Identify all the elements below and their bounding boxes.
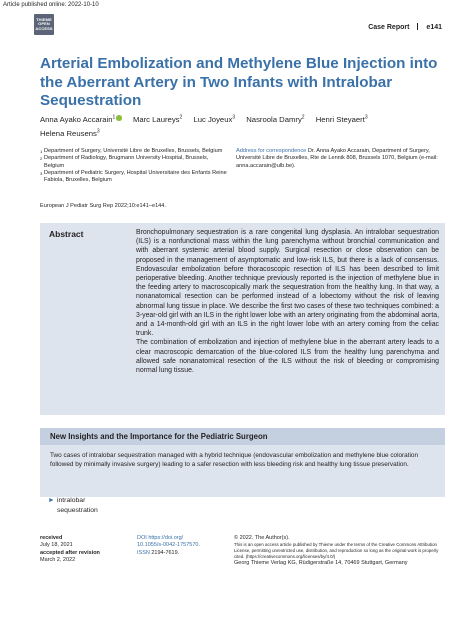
article-history: received July 18, 2021 accepted after revision March 2, 2022 bbox=[40, 535, 100, 563]
author[interactable]: Henri Steyaert$^3$ bbox=[315, 114, 368, 124]
insights-text: Two cases of intralobar sequestration managed with a hybrid technique (endovascular embolization and methylene blue coloration followed by minimally invasive surgery) leading to a safer resection with less bleeding risk and healthy lung tissue preservation. bbox=[50, 452, 419, 469]
affiliation: 1 Department of Surgery, Université Libre de Bruxelles, Brussels, Belgium bbox=[40, 148, 223, 154]
page-number: e141 bbox=[426, 24, 442, 31]
keyword: ► intralobar sequestration bbox=[48, 497, 98, 514]
publisher: Georg Thieme Verlag KG, Rüdigerstraße 14, 70469 Stuttgart, Germany bbox=[234, 560, 408, 567]
abstract-text bbox=[136, 228, 439, 375]
affiliation: 2 Department of Radiology, Brugmann University Hospital, Brussels, Belgium bbox=[40, 155, 209, 169]
correspondence-label: Address for correspondence bbox=[236, 148, 307, 154]
abstract-paragraph: The combination of embolization and injection of methylene blue in the aberrant artery leads to a clear macroscopic demarcation of the blue-colored ILS from the healthy lung parenchyma and allowed safe nonanatomical resection of the ILS without the risk of bleeding or compromising normal lung tissue. bbox=[136, 339, 439, 375]
doi-value[interactable]: 10.1055/s-0042-1757570. bbox=[137, 542, 200, 549]
orcid-icon[interactable] bbox=[116, 115, 122, 121]
license-text: This is an open access article published by Thieme under the terms of the Creative Commons Attribution License, permitting unrestricted use, distribution, and reproduction so long as the original work is properly cited. (https://creativecommons.org/licenses/by/4.0/) bbox=[234, 542, 439, 560]
header-divider bbox=[417, 23, 418, 30]
affiliations bbox=[40, 148, 230, 184]
running-header bbox=[368, 23, 442, 31]
correspondence bbox=[236, 148, 446, 170]
abstract-paragraph: Bronchopulmonary sequestration is a rare congenital lung dysplasia. An intralobar sequestration (ILS) is a nonfunctional mass within the lung parenchyma without bronchial communication and with aberrant systemic arterial blood supply. Surgical resection or close observation can be proposed in the management of asymptomatic and low-risk ILS, but there is a lack of consensus. Endovascular embolization before thoracoscopic resection of ILS has been described to limit perioperative bleeding. Another technique previously reported is the injection of methylene blue in the feeding artery to macroscopically mark the sequestration from the healthy lung. In that way, a nonanatomical resection can be performed instead of a lobectomy without the risk of leaving abnormal lung tissue in place. We describe the first two cases of these two techniques combined: a 3-year-old girl with an ILS in the right lower lobe with an artery originating from the abdominal aorta, and a 14-month-old girl with an ILS in the right lower lobe with an artery coming from the celiac trunk. bbox=[136, 229, 439, 338]
author[interactable]: Anna Ayako Accarain$^1$ bbox=[40, 115, 122, 124]
copyright-block: © 2022. The Author(s). This is an open access article published by Thieme under the terms of the Creative Commons Attribution License, permitting unrestricted use, distribution, and reproduction so long as the original work is properly cited. (https://creativecommons.org/licenses/by/4.0/) Georg Thieme Verlag KG, Rüdigerstraße 14, 70469 Stuttgart, Germany bbox=[234, 535, 444, 568]
thieme-open-access-logo: THIEME OPEN ACCESS bbox=[34, 14, 54, 35]
publication-date-bar: Article published online: 2022-10-10 bbox=[3, 2, 99, 8]
citation: European J Pediatr Surg Rep 2022;10:e141–e144. bbox=[40, 203, 166, 209]
abstract-heading: Abstract bbox=[49, 229, 84, 239]
affiliation: 3 Department of Pediatric Surgery, Hospital Universitaire des Enfants Reine Fabiola, Bruxelles, Belgium bbox=[40, 169, 227, 184]
new-insights-box bbox=[40, 428, 445, 497]
author[interactable]: Helena Reusens$^3$ bbox=[40, 128, 100, 139]
doi-link[interactable]: https://doi.org/ bbox=[148, 535, 184, 541]
author[interactable]: Luc Joyeux$^3$ bbox=[193, 114, 236, 124]
author[interactable]: Nasroola Damry$^2$ bbox=[246, 114, 305, 124]
section-label: Case Report bbox=[368, 24, 410, 31]
correspondence-text: Dr. Anna Ayako Accarain, Department of Surgery, Université Libre de Bruxelles, Rte de Lennik 808, Brussels 1070, Belgium (e-mail: anna.accarain@ulb.be). bbox=[236, 148, 438, 169]
article-title: Arterial Embolization and Methylene Blue Injection into the Aberrant Artery in Two Infants with Intralobar Sequestration bbox=[40, 55, 438, 109]
insights-heading: New Insights and the Importance for the Pediatric Surgeon bbox=[40, 428, 445, 445]
author[interactable]: Marc Laureys$^2$ bbox=[132, 114, 183, 124]
author-list bbox=[40, 111, 460, 140]
abstract-box bbox=[40, 223, 445, 415]
article-identifiers: DOI https://doi.org/ 10.1055/s-0042-1757570. ISSN 2194-7619. bbox=[137, 535, 200, 556]
